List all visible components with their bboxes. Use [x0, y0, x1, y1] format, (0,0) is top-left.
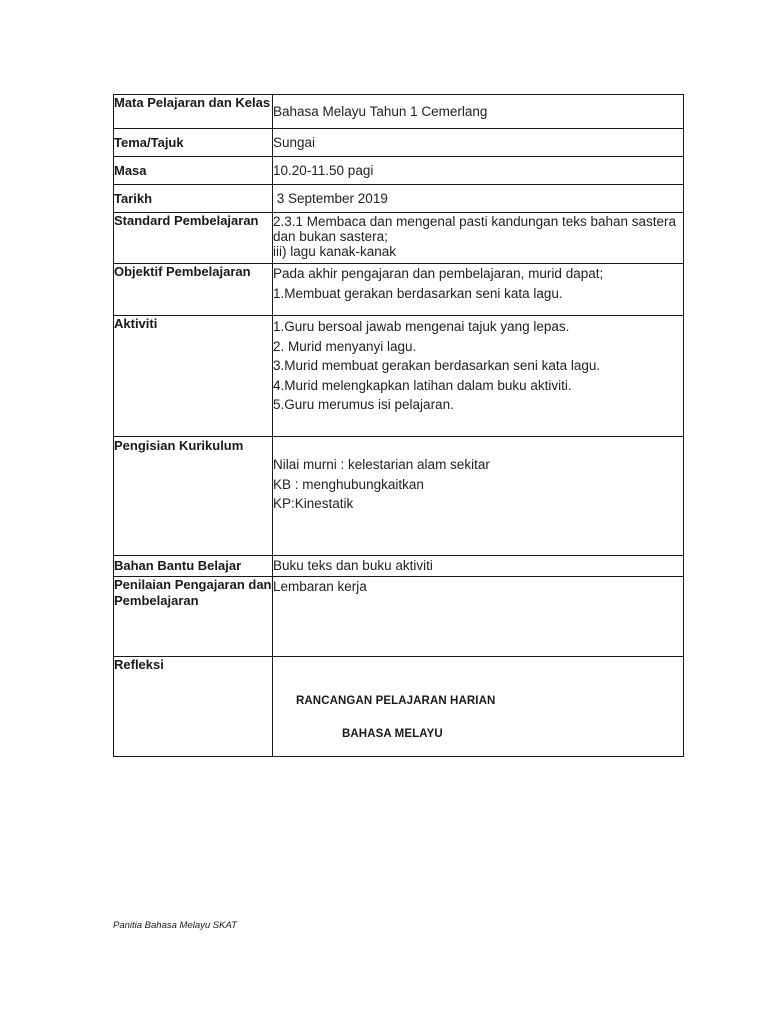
row-date	[114, 185, 684, 213]
document-title: RANCANGAN PELAJARAN HARIAN	[296, 695, 496, 707]
subject-class-value: Bahasa Melayu Tahun 1 Cemerlang	[273, 95, 684, 129]
teaching-aids-label: Bahan Bantu Belajar	[114, 556, 273, 577]
activities-value	[273, 316, 684, 437]
curriculum-label: Pengisian Kurikulum	[114, 437, 273, 556]
activity-item: 5.Guru merumus isi pelajaran.	[273, 397, 454, 412]
activity-item: 1.Guru bersoal jawab mengenai tajuk yang lepas.	[273, 319, 570, 334]
activity-item: 4.Murid melengkapkan latihan dalam buku aktiviti.	[273, 377, 572, 393]
teaching-aids-value: Buku teks dan buku aktiviti	[273, 556, 684, 577]
objective-line: Pada akhir pengajaran dan pembelajaran, murid dapat;	[273, 266, 604, 281]
activity-item: 3.Murid membuat gerakan berdasarkan seni kata lagu.	[273, 358, 601, 373]
curriculum-item: Nilai murni : kelestarian alam sekitar	[273, 457, 490, 472]
row-curriculum	[114, 437, 684, 556]
learning-standard-line: 2.3.1 Membaca dan mengenal pasti kandungan teks bahan sastera dan bukan sastera;	[273, 214, 677, 244]
date-label: Tarikh	[114, 185, 273, 213]
time-value: 10.20-11.50 pagi	[273, 157, 684, 185]
row-activities	[114, 316, 684, 437]
row-learning-standard	[114, 213, 684, 264]
learning-standard-label: Standard Pembelajaran	[114, 213, 273, 264]
activity-item: 2. Murid menyanyi lagu.	[273, 338, 417, 354]
row-assessment	[114, 577, 684, 657]
objective-value	[273, 264, 684, 316]
row-objective	[114, 264, 684, 316]
objective-label: Objektif Pembelajaran	[114, 264, 273, 316]
row-theme	[114, 129, 684, 157]
curriculum-value	[273, 437, 684, 556]
curriculum-item: KP:Kinestatik	[273, 496, 354, 511]
objective-line: 1.Membuat gerakan berdasarkan seni kata lagu.	[273, 286, 563, 301]
curriculum-item: KB : menghubungkaitkan	[273, 476, 424, 492]
row-subject-class	[114, 95, 684, 129]
reflection-label: Refleksi	[114, 657, 273, 757]
assessment-label: Penilaian Pengajaran dan Pembelajaran	[114, 577, 273, 657]
activities-label: Aktiviti	[114, 316, 273, 437]
document-subtitle: BAHASA MELAYU	[342, 728, 443, 740]
lesson-plan-table	[113, 94, 684, 757]
date-value: 3 September 2019	[273, 185, 684, 213]
assessment-value: Lembaran kerja	[273, 577, 684, 657]
footer-text: Panitia Bahasa Melayu SKAT	[113, 920, 237, 931]
learning-standard-line: iii) lagu kanak-kanak	[273, 244, 397, 259]
theme-label: Tema/Tajuk	[114, 129, 273, 157]
theme-value: Sungai	[273, 129, 684, 157]
row-teaching-aids	[114, 556, 684, 577]
subject-class-label: Mata Pelajaran dan Kelas	[114, 95, 273, 129]
time-label: Masa	[114, 157, 273, 185]
row-time	[114, 157, 684, 185]
learning-standard-value	[273, 213, 684, 264]
